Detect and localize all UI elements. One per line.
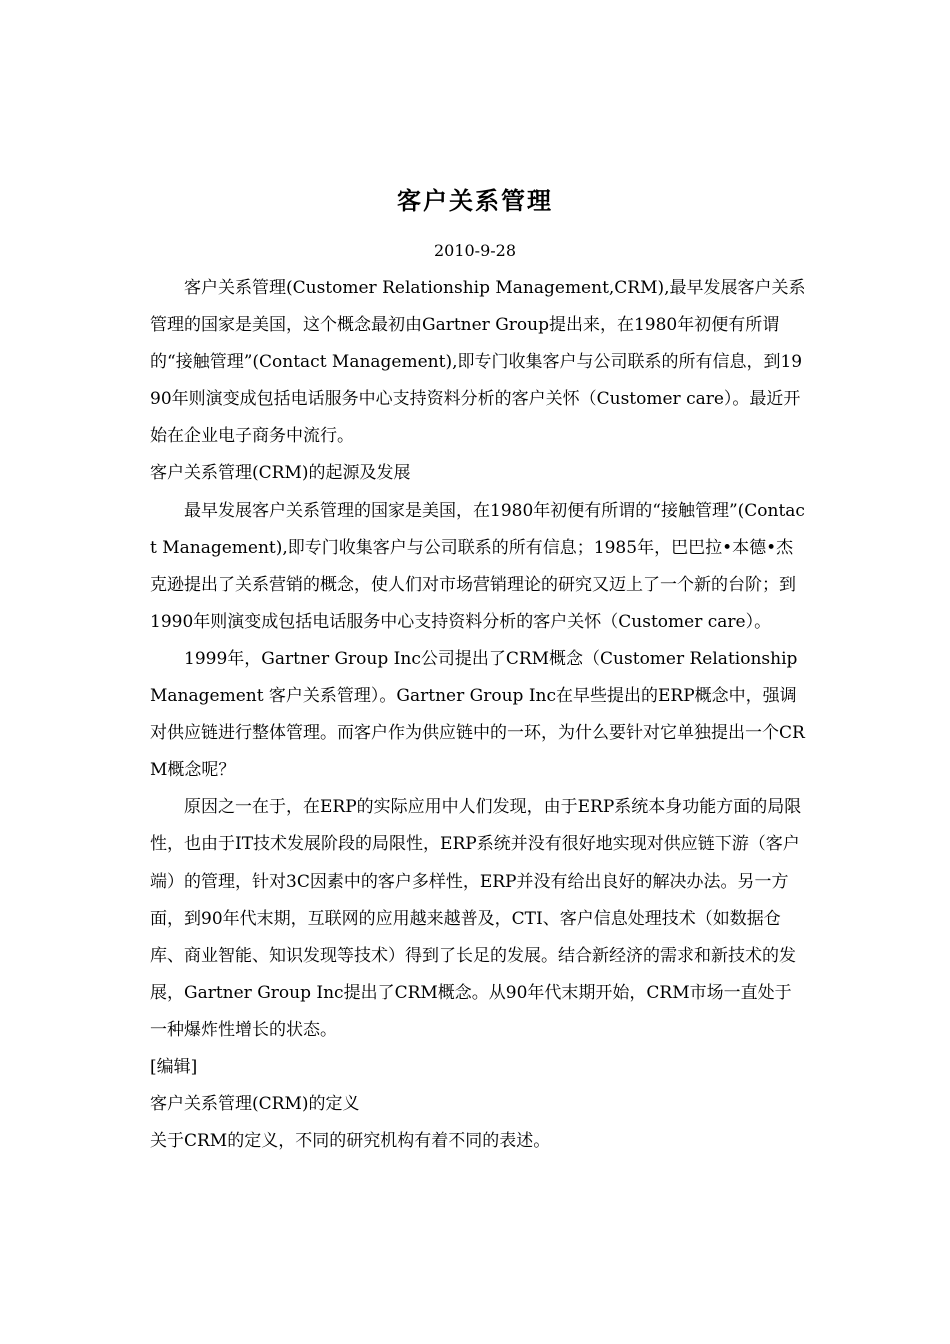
paragraph-intro: 客户关系管理(Customer Relationship Management,CRM),最早发展客户关系管理的国家是美国，这个概念最初由Gartner Group提出来，在1980年初便有所谓的“接触管理”(Contact Management),即专门收集客户与公司联系的所有信息，到1990年则演变成包括电话服务中心支持资料分析的客户关怀（Customer care）。最近开始在企业电子商务中流行。 [150,278,806,447]
edit-link[interactable]: [编辑] [150,1056,198,1077]
document-body [150,270,806,1160]
paragraph-definition: 关于CRM的定义，不同的研究机构有着不同的表述。 [150,1131,551,1152]
document-title: 客户关系管理 [397,186,553,215]
paragraph-origin: 最早发展客户关系管理的国家是美国，在1980年初便有所谓的“接触管理”(Contact Management),即专门收集客户与公司联系的所有信息；1985年，巴巴拉•本德•杰克逊提出了关系营销的概念，使人们对市场营销理论的研究又迈上了一个新的台阶；到1990年则演变成包括电话服务中心支持资料分析的客户关怀（Customer care）。 [150,500,805,632]
section-heading-origin: 客户关系管理(CRM)的起源及发展 [150,463,411,484]
document-date: 2010-9-28 [433,241,517,260]
paragraph-1999: 1999年，Gartner Group Inc公司提出了CRM概念（Customer Relationship Management 客户关系管理）。Gartner Group Inc在早些提出的ERP概念中，强调对供应链进行整体管理。而客户作为供应链中的一环，为什么要针对它单独提出一个CRM概念呢？ [150,648,805,781]
paragraph-reasons: 原因之一在于，在ERP的实际应用中人们发现，由于ERP系统本身功能方面的局限性，也由于IT技术发展阶段的局限性，ERP系统并没有很好地实现对供应链下游（客户端）的管理，针对3C因素中的客户多样性，ERP并没有给出良好的解决办法。另一方面，到90年代末期，互联网的应用越来越普及，CTI、客户信息处理技术（如数据仓库、商业智能、知识发现等技术）得到了长足的发展。结合新经济的需求和新技术的发展，Gartner Group Inc提出了CRM概念。从90年代末期开始，CRM市场一直处于一种爆炸性增长的状态。 [150,797,802,1040]
section-heading-definition: 客户关系管理(CRM)的定义 [150,1094,360,1115]
